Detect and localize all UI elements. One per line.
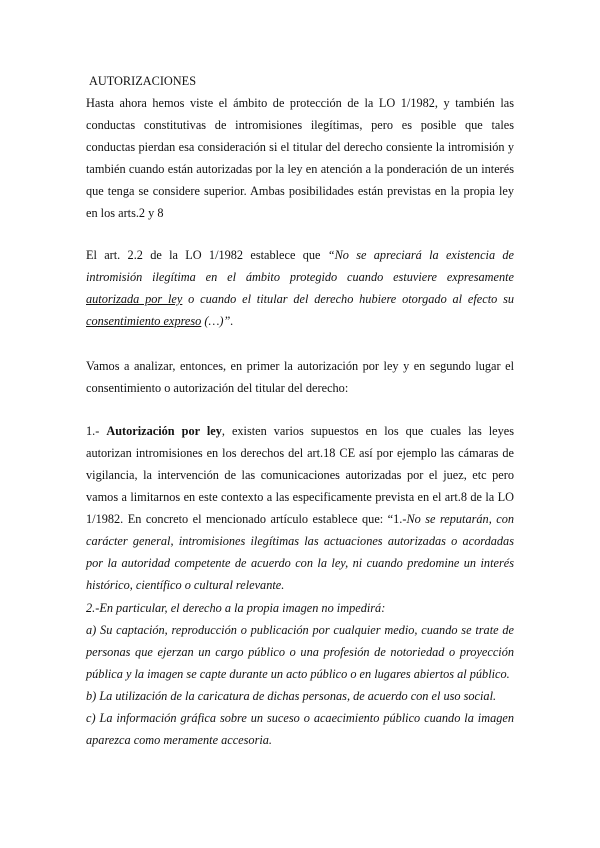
subsection-b: b) La utilización de la caricatura de dichas personas, de acuerdo con el uso social.	[86, 689, 497, 703]
art-2-2-quote-2: o cuando el titular del derecho hubiere otorgado al efecto su	[182, 292, 515, 306]
subsection-a: a) Su captación, reproducción o publicación por cualquier medio, cuando se trate de personas que ejerzan un cargo público o una profesión de notoriedad o proyección pública y la imagen se capte durante un acto público o en lugares abiertos al público.	[86, 623, 514, 681]
art-2-2-quote-3: (…)”.	[201, 314, 234, 328]
art-2-2-lead: El art. 2.2 de la LO 1/1982 establece que	[86, 248, 328, 262]
art-2-2-underlined-2: consentimiento expreso	[86, 314, 202, 328]
paragraph-intro: Hasta ahora hemos viste el ámbito de protección de la LO 1/1982, y también las conductas constitutivas de intromisiones ilegítimas, pero es posible que tales conductas pierdan esa consideración si el titular del derecho consiente la intromisión y también cuando están autorizadas por la ley en atención a la ponderación de un interés que tenga se considere superior. Ambas posibilidades están previstas en la propia ley en los arts.2 y 8	[86, 96, 514, 220]
section-title: AUTORIZACIONES	[89, 74, 197, 88]
section-body: , existen varios supuestos en los que cuales las leyes autorizan intromisiones en los derechos del art.18 CE así por ejemplo las cámaras de vigilancia, la intervención de las comunicaciones autorizadas por el juez, etc pero vamos a limitarnos en este contexto a las especificamente prevista en el art.8 de la LO 1/1982. En concreto el mencionado artículo establece que: “1.-	[86, 424, 514, 526]
section-heading-bold: Autorización por ley	[106, 424, 222, 438]
paragraph-authorization-by-law	[86, 420, 514, 596]
subsection-c: c) La información gráfica sobre un suceso o acaecimiento público cuando la imagen aparezca como meramente accesoria.	[86, 711, 514, 747]
section-quote: No se reputarán, con carácter general, intromisiones ilegítimas las actuaciones autorizadas o acordadas por la autoridad competente de acuerdo con la ley, ni cuando predomine un interés histórico, científico o cultural relevante.	[86, 512, 514, 592]
art-2-2-underlined-1: autorizada por ley	[86, 292, 183, 306]
section-number: 1.-	[86, 424, 107, 438]
paragraph-analysis: Vamos a analizar, entonces, en primer la autorización por ley y en segundo lugar el consentimiento o autorización del titular del derecho:	[86, 359, 514, 395]
paragraph-art-2-2	[86, 244, 514, 332]
subsection-2: 2.-En particular, el derecho a la propia imagen no impedirá:	[86, 601, 386, 615]
art-2-2-quote-1: “No se apreciará la existencia de intromisión ilegítima en el ámbito protegido cuando estuviere expresamente	[86, 248, 514, 284]
